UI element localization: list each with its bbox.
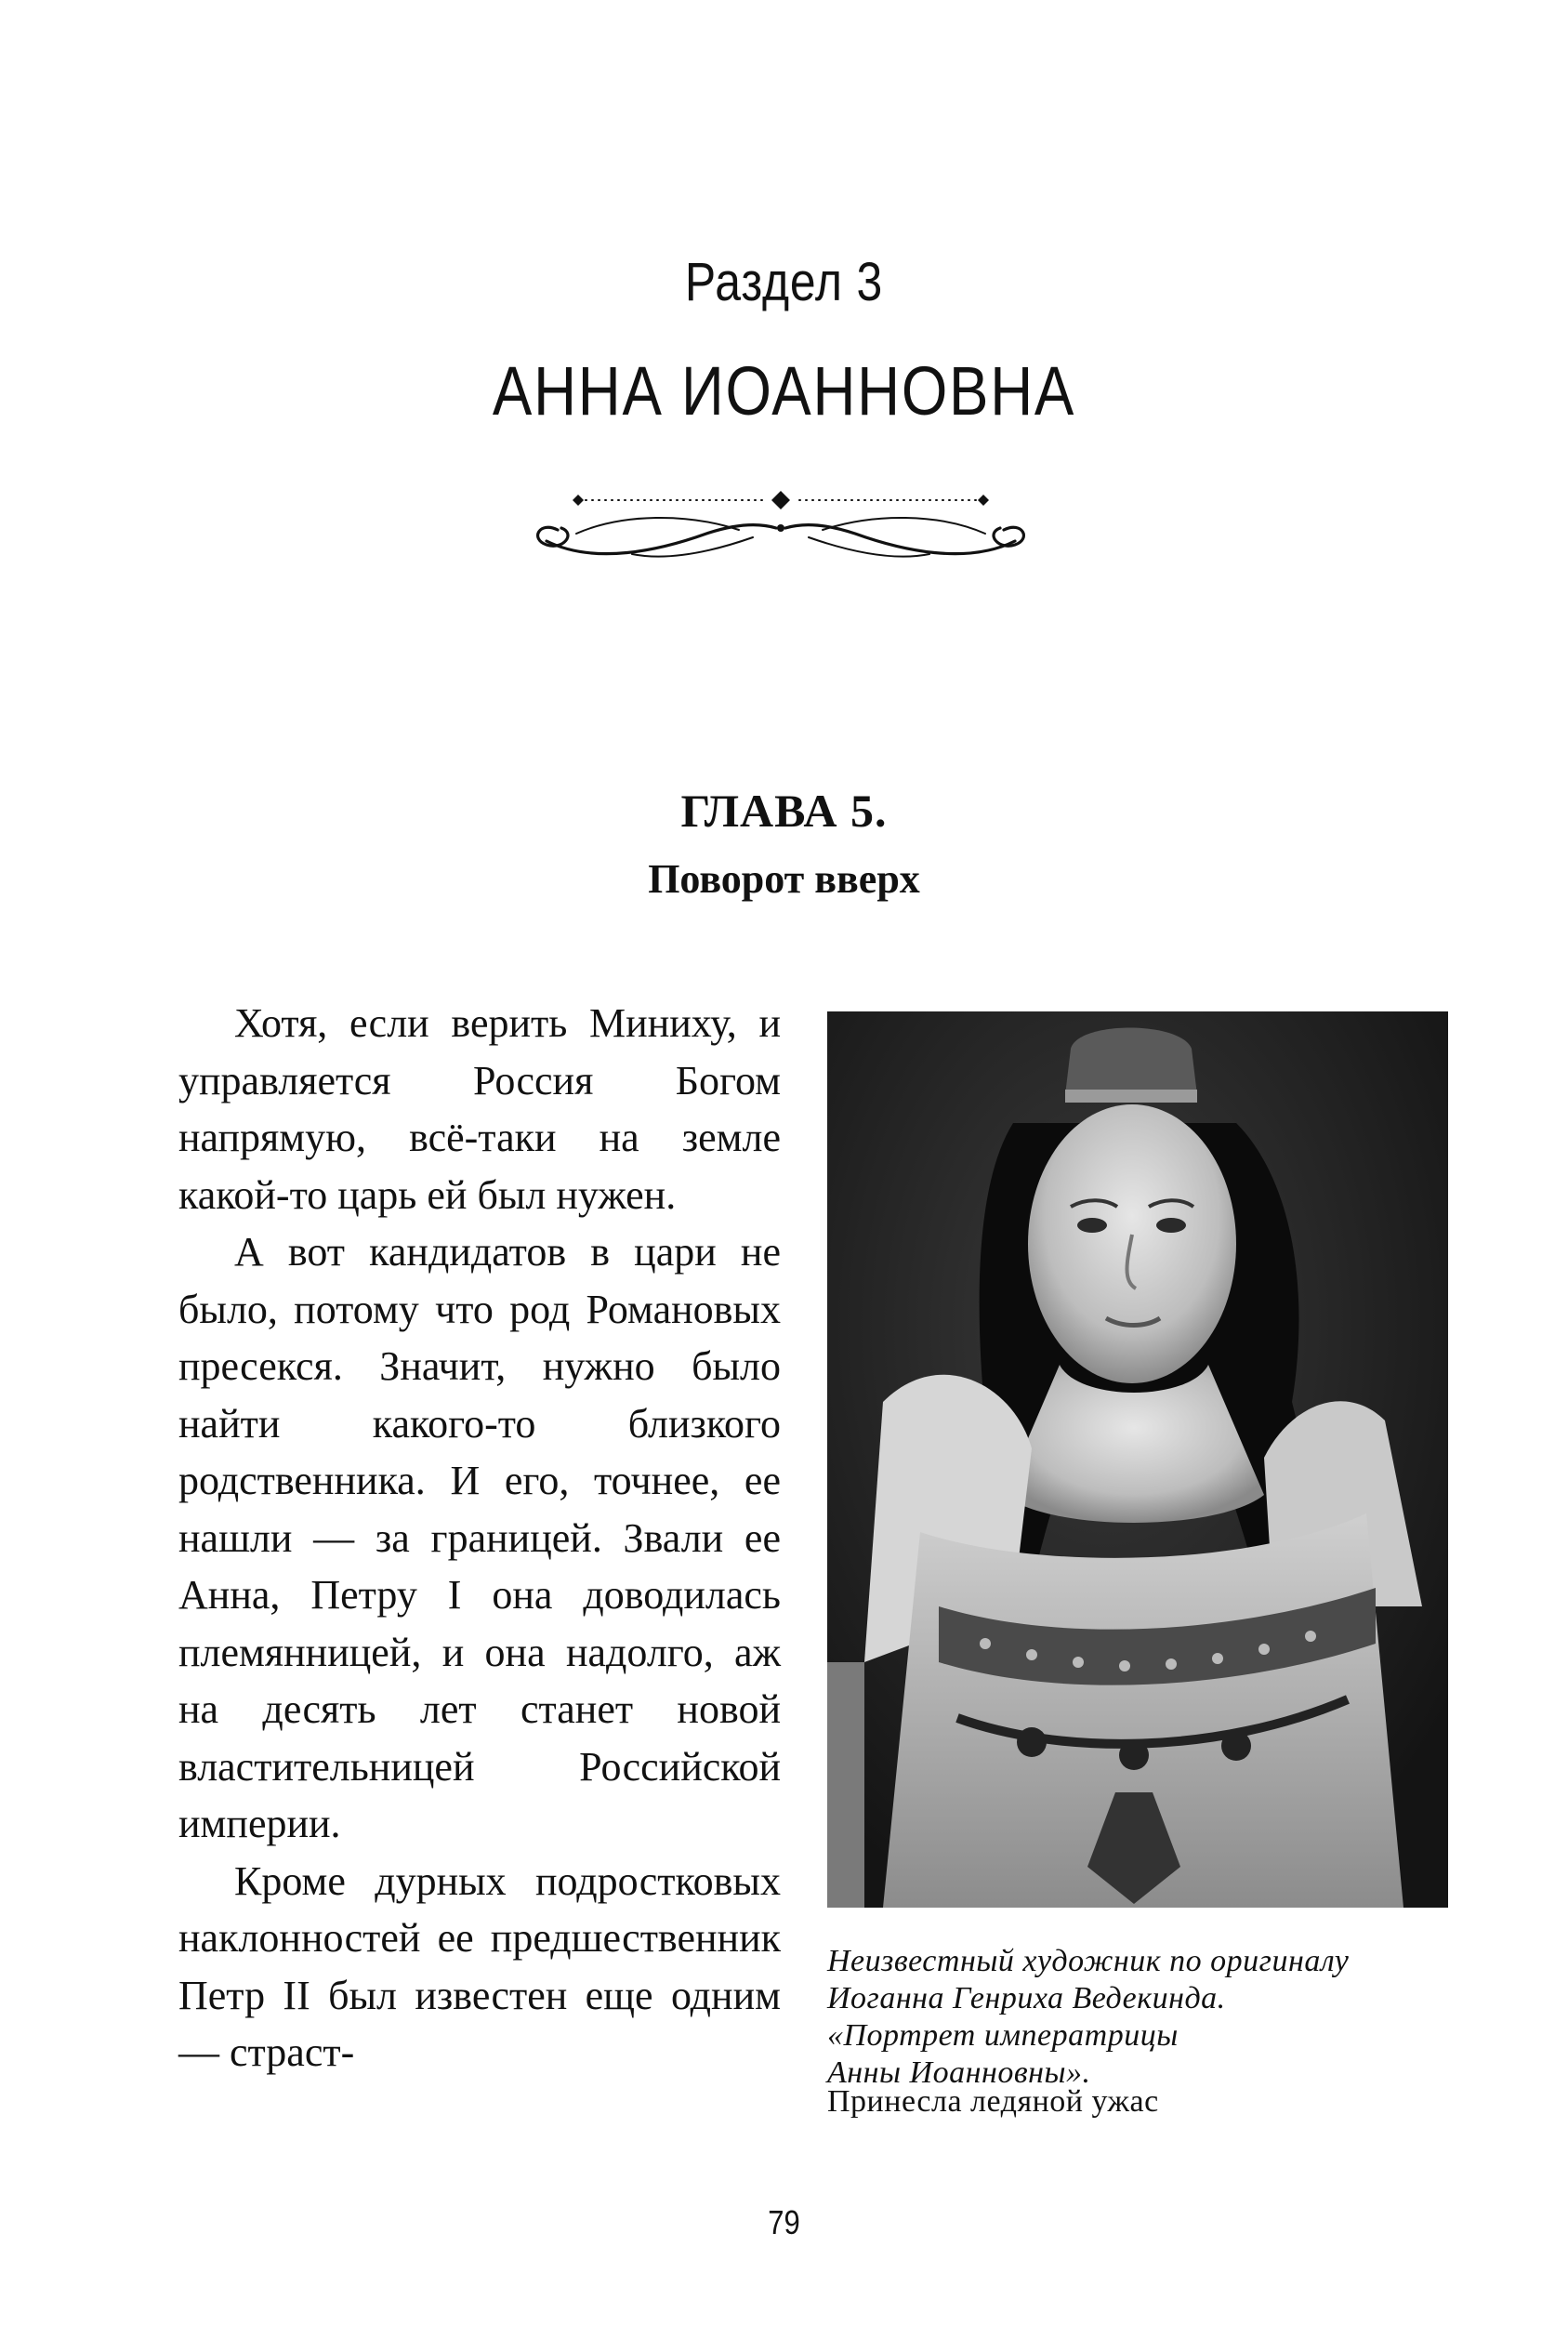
body-paragraph: А вот кандидатов в цари не было, потому что род Романовых пресекся. Значит, нужно было найти какого-то близкого родственника. И его, точнее, ее нашли — за границей. Звали ее Анна, Петру I она доводилась племянницей, и она надолго, аж на десять лет станет новой властительницей Российской империи.: [178, 1229, 781, 1846]
caption-line: Анны Иоанновны».: [827, 2055, 1091, 2090]
caption-line: «Портрет императрицы: [827, 2018, 1179, 2053]
caption-line: Иоганна Генриха Ведекинда.: [827, 1981, 1226, 2015]
section-label: Раздел 3: [684, 252, 884, 312]
caption-line: Неизвестный художник по оригиналу: [827, 1944, 1350, 1978]
body-paragraph: Хотя, если верить Миниху, и управляется Россия Богом напрямую, всё-таки на земле какой-то царь ей был нужен.: [178, 1000, 781, 1218]
body-text: [178, 995, 781, 2081]
chapter-number: ГЛАВА 5.: [680, 785, 888, 837]
portrait-image: [827, 1011, 1448, 1908]
decorative-ornament-icon: [520, 476, 1041, 569]
page-number: 79: [768, 2203, 800, 2241]
body-paragraph: Кроме дурных подростковых наклонностей ее предшественник Петр II был известен еще одним — страст-: [178, 1857, 781, 2075]
figure-caption: [827, 1943, 1496, 2092]
figure-subcaption: Принесла ледяной ужас: [827, 2084, 1159, 2119]
section-title: АННА ИОАННОВНА: [492, 352, 1076, 429]
chapter-title: Поворот вверх: [648, 856, 920, 902]
